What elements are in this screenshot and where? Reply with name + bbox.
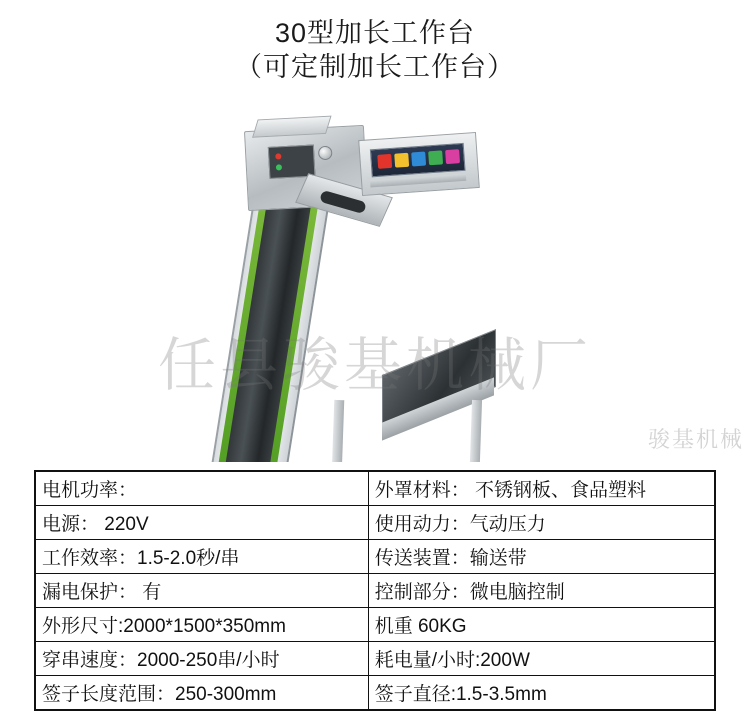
spec-cell-right: 传送装置：输送带: [368, 540, 715, 574]
spec-cell-right: 控制部分：微电脑控制: [368, 574, 715, 608]
display-swatch-3: [411, 152, 426, 167]
product-photo: [0, 100, 750, 462]
indicator-light-red: [275, 153, 281, 159]
spec-cell-right: 机重 60KG: [368, 608, 715, 642]
machine-hopper: [252, 116, 331, 138]
page-title: [0, 16, 750, 84]
controller-box: [358, 132, 480, 196]
controller-display: [370, 143, 466, 177]
table-row: [35, 471, 715, 506]
spec-cell-left: 外形尺寸:2000*1500*350mm: [35, 608, 368, 642]
watermark-corner: 骏基机械: [647, 427, 744, 452]
spec-cell-left: 漏电保护： 有: [35, 574, 368, 608]
table-leg-right: [468, 400, 482, 462]
spec-cell-right: 使用动力：气动压力: [368, 506, 715, 540]
title-line-2: （可定制加长工作台）: [235, 52, 515, 82]
spec-table-body: [35, 471, 715, 710]
table-leg-left: [330, 400, 345, 462]
spec-cell-left: 穿串速度：2000-250串/小时: [35, 642, 368, 676]
table-row: [35, 642, 715, 676]
spec-cell-left: 工作效率：1.5-2.0秒/串: [35, 540, 368, 574]
display-swatch-5: [445, 149, 460, 164]
table-row: [35, 506, 715, 540]
watermark-text: 任县骏基机械厂: [157, 333, 592, 398]
table-row: [35, 540, 715, 574]
control-knob[interactable]: [318, 146, 333, 161]
spec-cell-left: 签子长度范围：250-300mm: [35, 676, 368, 711]
display-swatch-4: [428, 150, 443, 165]
spec-cell-left: 电源： 220V: [35, 506, 368, 540]
spec-cell-right: 签子直径:1.5-3.5mm: [368, 676, 715, 711]
title-line-1: 30型加长工作台: [274, 18, 476, 48]
spec-cell-right: 外罩材料： 不锈钢板、食品塑料: [368, 471, 715, 506]
indicator-light-green: [276, 164, 282, 170]
conveyor-belt: [205, 166, 329, 462]
spec-cell-right: 耗电量/小时:200W: [368, 642, 715, 676]
display-swatch-1: [377, 154, 392, 169]
table-row: [35, 574, 715, 608]
specification-table: [34, 470, 716, 711]
display-swatch-2: [394, 153, 409, 168]
table-row: [35, 608, 715, 642]
table-row: [35, 676, 715, 711]
spec-cell-left: 电机功率：: [35, 471, 368, 506]
